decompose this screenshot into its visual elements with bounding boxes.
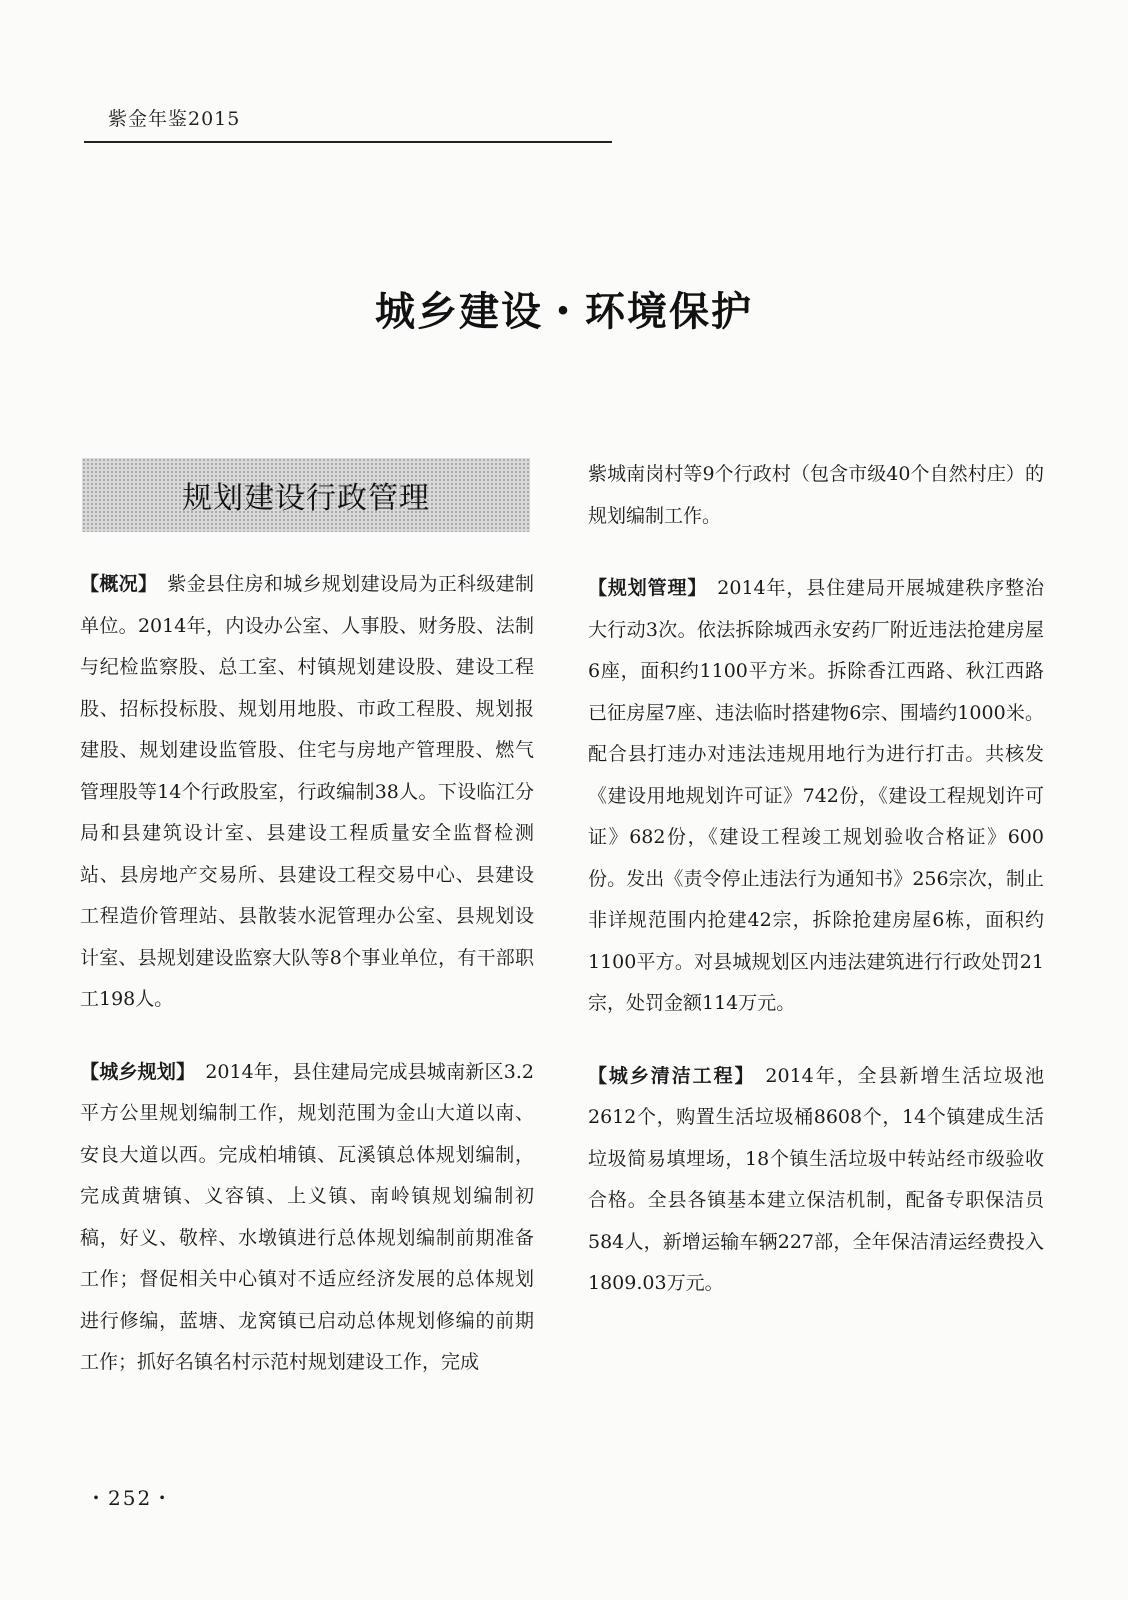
page-number: ・252・ (86, 1486, 175, 1510)
paragraph-planning-management (588, 568, 1044, 1025)
header-rule (84, 141, 612, 143)
running-head: 紫金年鉴2015 (108, 108, 241, 130)
paragraph-text: 2014年，全县新增生活垃圾池2612个，购置生活垃圾桶8608个，14个镇建成生活垃圾简易填埋场，18个镇生活垃圾中转站经市级验收合格。全县各镇基本建立保洁机制，配备专职保洁员584人，新增运输车辆227部，全年保洁清运经费投入1809.03万元。 (588, 1064, 1044, 1294)
left-column (80, 564, 534, 1384)
section-title: 规划建设行政管理 (182, 481, 430, 516)
paragraph-text: 2014年，县住建局完成县城南新区3.2平方公里规划编制工作，规划范围为金山大道以南、安良大道以西。完成柏埔镇、瓦溪镇总体规划编制，完成黄塘镇、义容镇、上义镇、南岭镇规划编制初稿，好义、敬梓、水墩镇进行总体规划编制前期准备工作；督促相关中心镇对不适应经济发展的总体规划进行修编，蓝塘、龙窝镇已启动总体规划修编的前期工作；抓好名镇名村示范村规划建设工作，完成 (80, 1060, 534, 1373)
paragraph-tag: 【城乡清洁工程】 (588, 1064, 756, 1087)
paragraph-continuation (588, 454, 1044, 537)
chapter-title: 城乡建设・环境保护 (375, 288, 753, 335)
right-column (588, 454, 1044, 1305)
paragraph-tag: 【概况】 (80, 573, 158, 595)
paragraph-tag: 【规划管理】 (588, 577, 708, 599)
paragraph-cleaning-project (588, 1056, 1044, 1305)
paragraph-tag: 【城乡规划】 (80, 1060, 196, 1083)
paragraph-urban-rural-planning (80, 1052, 534, 1384)
paragraph-text: 紫金县住房和城乡规划建设局为正科级建制单位。2014年，内设办公室、人事股、财务股、法制与纪检监察股、总工室、村镇规划建设股、建设工程股、招标投标股、规划用地股、市政工程股、规划报建股、规划建设监管股、住宅与房地产管理股、燃气管理股等14个行政股室，行政编制38人。下设临江分局和县建筑设计室、县建设工程质量安全监督检测站、县房地产交易所、县建设工程交易中心、县建设工程造价管理站、县散装水泥管理办公室、县规划设计室、县规划建设监察大队等8个事业单位，有干部职工198人。 (80, 573, 534, 1010)
paragraph-overview (80, 564, 534, 1021)
paragraph-text: 2014年，县住建局开展城建秩序整治大行动3次。依法拆除城西永安药厂附近违法抢建房屋6座，面积约1100平方米。拆除香江西路、秋江西路已征房屋7座、违法临时搭建物6宗、围墙约1000米。配合县打违办对违法违规用地行为进行打击。共核发《建设用地规划许可证》742份，《建设工程规划许可证》682份，《建设工程竣工规划验收合格证》600份。发出《责令停止违法行为通知书》256宗次，制止非详规范围内抢建42宗，拆除抢建房屋6栋，面积约1100平方。对县城规划区内违法建筑进行行政处罚21宗，处罚金额114万元。 (588, 577, 1044, 1014)
paragraph-text: 紫城南岗村等9个行政村（包含市级40个自然村庄）的规划编制工作。 (588, 463, 1044, 527)
section-banner (82, 458, 530, 532)
